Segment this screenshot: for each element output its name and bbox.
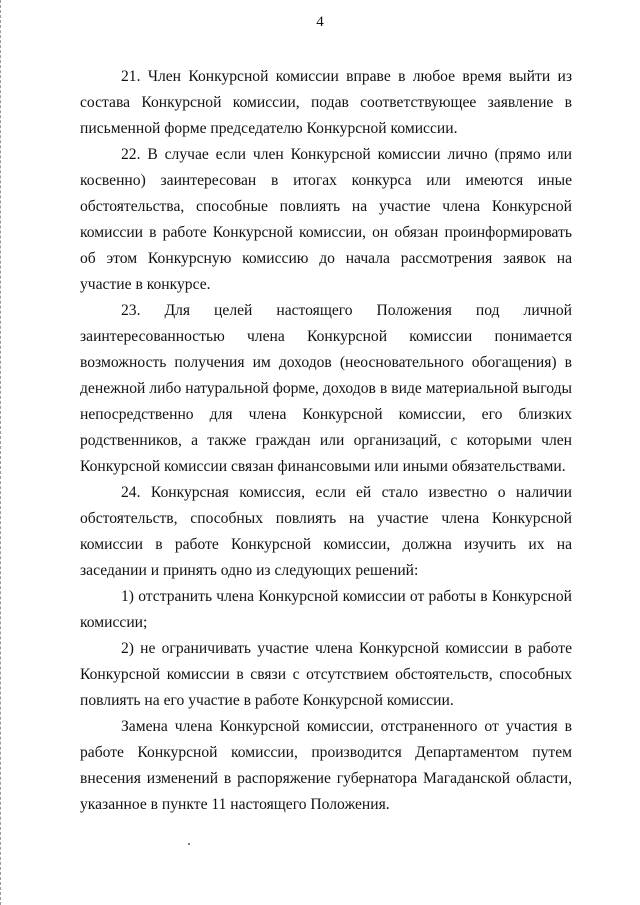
paragraph-21: 21. Член Конкурсной комиссии вправе в любое время выйти из состава Конкурсной комиссии, подав соответствующее заявление в письменной форме председателю Конкурсной комиссии. [80, 68, 572, 137]
list-item-2: 2) не ограничивать участие члена Конкурсной комиссии в работе Конкурсной комиссии в связи с отсутствием обстоятельств, способных повлиять на его участие в работе Конкурсной комиссии. [80, 640, 572, 709]
document-body [80, 64, 572, 818]
paragraph-24: 24. Конкурсная комиссия, если ей стало известно о наличии обстоятельств, способных повлиять на участие члена Конкурсной комиссии в работе Конкурсной комиссии, должна изучить их на заседании и принять одно из следующих решений: [80, 484, 572, 579]
paragraph-replacement: Замена члена Конкурсной комиссии, отстраненного от участия в работе Конкурсной комиссии, производится Департаментом путем внесения изменений в распоряжение губернатора Магаданской области, указанное в пункте 11 настоящего Положения. [80, 718, 572, 813]
paragraph-23: 23. Для целей настоящего Положения под личной заинтересованностью члена Конкурсной комиссии понимается возможность получения им доходов (неосновательного обогащения) в денежной либо натуральной форме, доходов в виде материальной выгоды непосредственно для члена Конкурсной комиссии, его близких родственников, а также граждан или организаций, с которыми член Конкурсной комиссии связан финансовыми или иными обязательствами. [80, 302, 572, 475]
scan-edge-line [0, 0, 3, 905]
scan-speck [188, 843, 190, 845]
list-item-1: 1) отстранить члена Конкурсной комиссии от работы в Конкурсной комиссии; [80, 588, 572, 631]
page-number: 4 [316, 14, 324, 30]
paragraph-22: 22. В случае если член Конкурсной комиссии лично (прямо или косвенно) заинтересован в итогах конкурса или имеются иные обстоятельства, способные повлиять на участие члена Конкурсной комиссии в работе Конкурсной комиссии, он обязан проинформировать об этом Конкурсную комиссию до начала рассмотрения заявок на участие в конкурсе. [80, 146, 572, 293]
